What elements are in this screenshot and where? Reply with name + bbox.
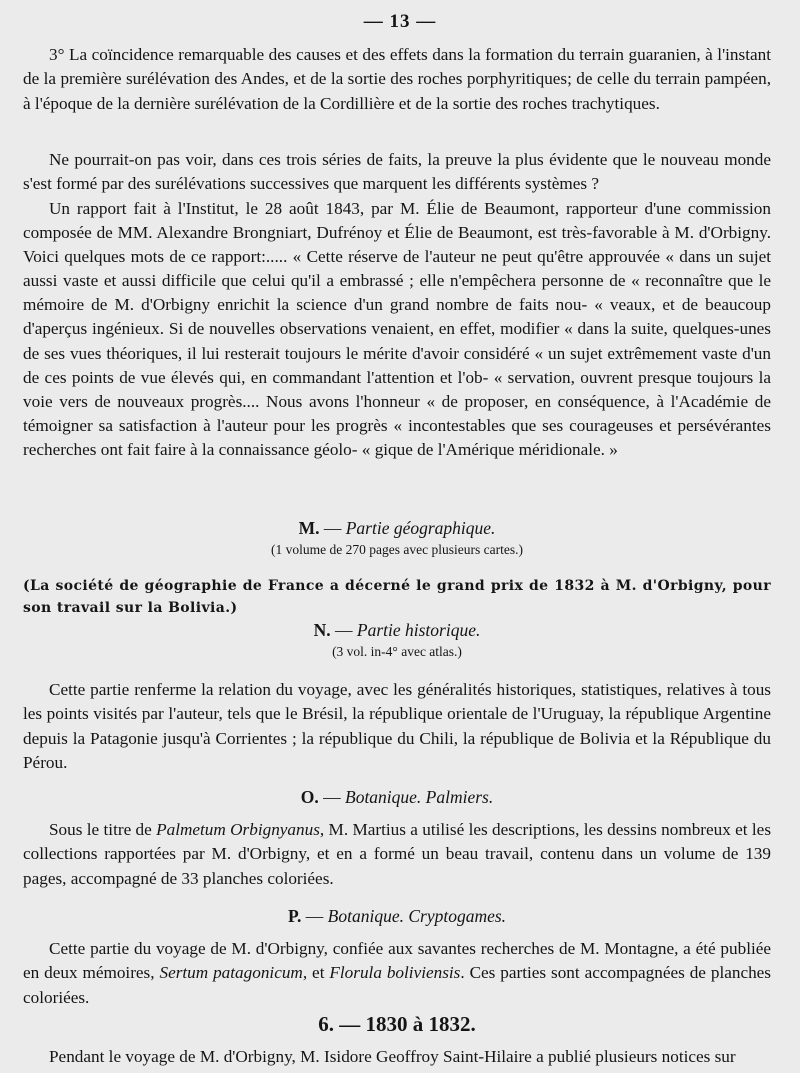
work-title: Florula boliviensis <box>329 963 461 983</box>
paragraph-historique: Cette partie renferme la relation du voyage, avec les généralités historiques, statistiques, relatives à tous les points visités par l'auteur, tels que le Brésil, la république orientale de l'Uruguay, la république Argentine depuis la Patagonie jusqu'à Corrientes ; la république du Chili, la république de Bolivia et la République du Pérou. <box>23 680 771 772</box>
paragraph-palmiers: Sous le titre de Palmetum Orbignyanus, M. Martius a utilisé les descriptions, les dessins nombreux et les collections rapportées par M. d'Orbigny, et en a formé un beau travail, contenu dans un volume de 139 pages, accompagné de 33 planches coloriées. <box>23 820 772 888</box>
work-title: Palmetum Orbignyanus <box>156 820 320 839</box>
section-letter: O. <box>300 787 319 807</box>
section-subtitle: (1 volume de 270 pages avec plusieurs cartes.) <box>271 542 523 557</box>
section-letter: N. <box>313 620 331 640</box>
section-title: Botanique. Cryptogames. <box>327 906 507 926</box>
paragraph-conclusion-3: 3° La coïncidence remarquable des causes et des effets dans la formation du terrain guaranien, à l'instant de la première surélévation des Andes, et de la sortie des roches porphyritiques; de celle du terrain pampéen, à l'époque de la dernière surélévation de la Cordillière et de la sortie des roches trachytiques. <box>23 45 771 113</box>
paragraph-question: Ne pourrait-on pas voir, dans ces trois séries de faits, la preuve la plus évidente que le nouveau monde s'est formé par des surélévations successives que marquent les différents systèmes ? <box>23 150 771 194</box>
section-title: Partie historique. <box>356 620 481 640</box>
section-letter: M. <box>298 518 320 538</box>
page-number: — 13 — <box>363 11 437 32</box>
section-p-heading: P. — Botanique. Cryptogames. <box>287 906 507 926</box>
paragraph-cryptogames: Cette partie du voyage de M. d'Orbigny, confiée aux savantes recherches de M. Montagne, a été publiée en deux mémoires, Sertum patagonicum, et Florula boliviensis. Ces parties sont accompagnées de planches coloriées. <box>23 939 771 1007</box>
section-title: Partie géographique. <box>345 518 496 538</box>
work-title: Sertum patagonicum <box>159 963 303 983</box>
section-m-heading: M. — Partie géographique. (1 volume de 270 pages avec plusieurs cartes.) <box>23 516 771 560</box>
section-6-heading: 6. — 1830 à 1832. <box>318 1012 476 1036</box>
note-prize: (La société de géographie de France a décerné le grand prix de 1832 à M. d'Orbigny, pour son travail sur la Bolivia.) <box>23 578 771 616</box>
section-subtitle: (3 vol. in-4° avec atlas.) <box>332 644 462 659</box>
section-n-heading: N. — Partie historique. (3 vol. in-4° avec atlas.) <box>23 618 771 662</box>
section-letter: P. <box>287 906 302 926</box>
paragraph-last: Pendant le voyage de M. d'Orbigny, M. Isidore Geoffroy Saint-Hilaire a publié plusieurs notices sur <box>49 1047 736 1066</box>
section-title: Botanique. Palmiers. <box>345 787 494 807</box>
section-o-heading: O. — Botanique. Palmiers. <box>300 787 494 807</box>
paragraph-rapport: Un rapport fait à l'Institut, le 28 août 1843, par M. Élie de Beaumont, rapporteur d'une commission composée de MM. Alexandre Brongniart, Dufrénoy et Élie de Beaumont, est très-favorable à M. d'Orbigny. Voici quelques mots de ce rapport:..... « Cette réserve de l'auteur ne peut qu'être approuvée « dans un sujet aussi vaste et aussi difficile que celui qu'il a embrassé ; elle n'empêchera personne de « reconnaître que le mémoire de M. d'Orbigny enrichit la science d'un grand nombre de faits nou- « veaux, et de beaucoup d'aperçus ingénieux. Si de nouvelles observations venaient, en effet, modifier « dans la suite, quelques-unes de ses vues théoriques, il lui resterait toujours le mérite d'avoir considéré « un sujet extrêmement vaste d'un de ces points de vue élevés qui, en commandant l'attention et l'ob- « servation, ouvrent presque toujours la voie vers de nouveaux progrès.... Nous avons l'honneur « de proposer, en conséquence, à l'Académie de témoigner sa satisfaction à l'auteur pour les progrès « incontestables que ses courageuses et persévérantes recherches ont fait faire à la connaissance géolo- « gique de l'Amérique méridionale. » <box>23 199 771 459</box>
